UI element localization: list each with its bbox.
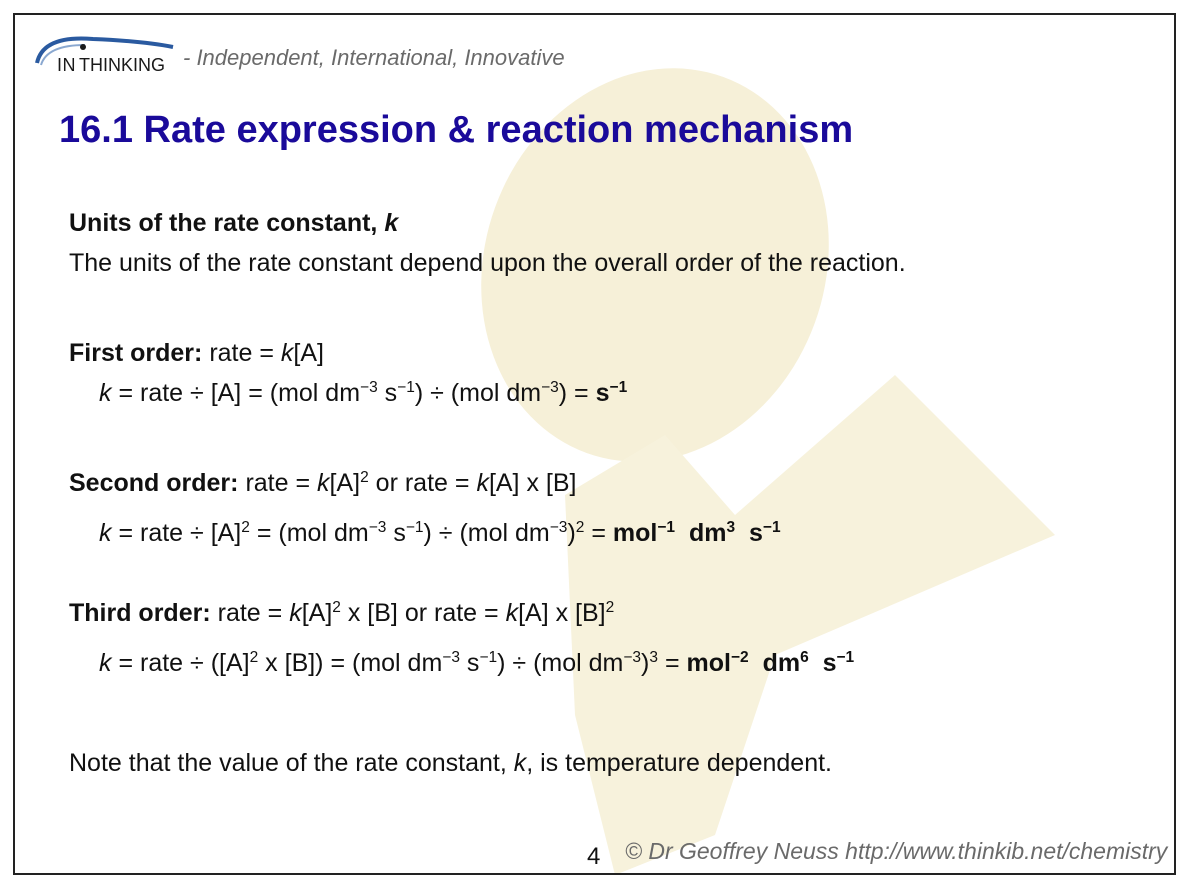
inthinking-logo	[33, 29, 193, 75]
page-number: 4	[587, 843, 601, 870]
third-order-rate: Third order: rate = $k[A]^2$ x [B] or rate = k[A] x $[B]^2$	[69, 598, 615, 627]
temperature-note: Note that the value of the rate constant, k, is temperature dependent.	[69, 749, 832, 777]
section-heading: Units of the rate constant, k	[69, 209, 399, 237]
third-order-units: k = rate ÷ ($[A]^2$ x [B]) = (mol $dm^{-3}$ $s^{-1}) \div (mol$ $dm^{-3})^3 = mol^{-2}$ $dm^6$ $s^{-1}$	[99, 648, 855, 677]
footer-credit: © Dr Geoffrey Neuss http://www.thinkib.net/chemistry	[625, 838, 1168, 864]
svg-text:IN: IN	[57, 55, 76, 75]
second-order-units: k = rate ÷ $[A]^2 = (mol$ $dm^{-3}$ $s^{-1}) \div (mol$ $dm^{-3})^2 = mol^{-1}$ $dm^3$ $s^{-1}$	[99, 518, 781, 547]
svg-text:THINKING: THINKING	[79, 55, 166, 75]
slide-frame	[13, 13, 1176, 875]
first-order-rate: First order: rate = k[A]	[69, 339, 324, 367]
tagline: - Independent, International, Innovative	[183, 45, 565, 70]
slide-title: 16.1 Rate expression & reaction mechanism	[59, 109, 854, 151]
second-order-rate: Second order: rate = $k[A]^2$ or rate = k[A] x [B]	[69, 468, 577, 497]
intro-text: The units of the rate constant depend upon the overall order of the reaction.	[69, 249, 906, 277]
first-order-units: k = rate ÷ [A] = (mol $dm^{-3}$ $s^{-1}) \div (mol$ $dm^{-3}) = s^{-1}$	[99, 378, 628, 407]
